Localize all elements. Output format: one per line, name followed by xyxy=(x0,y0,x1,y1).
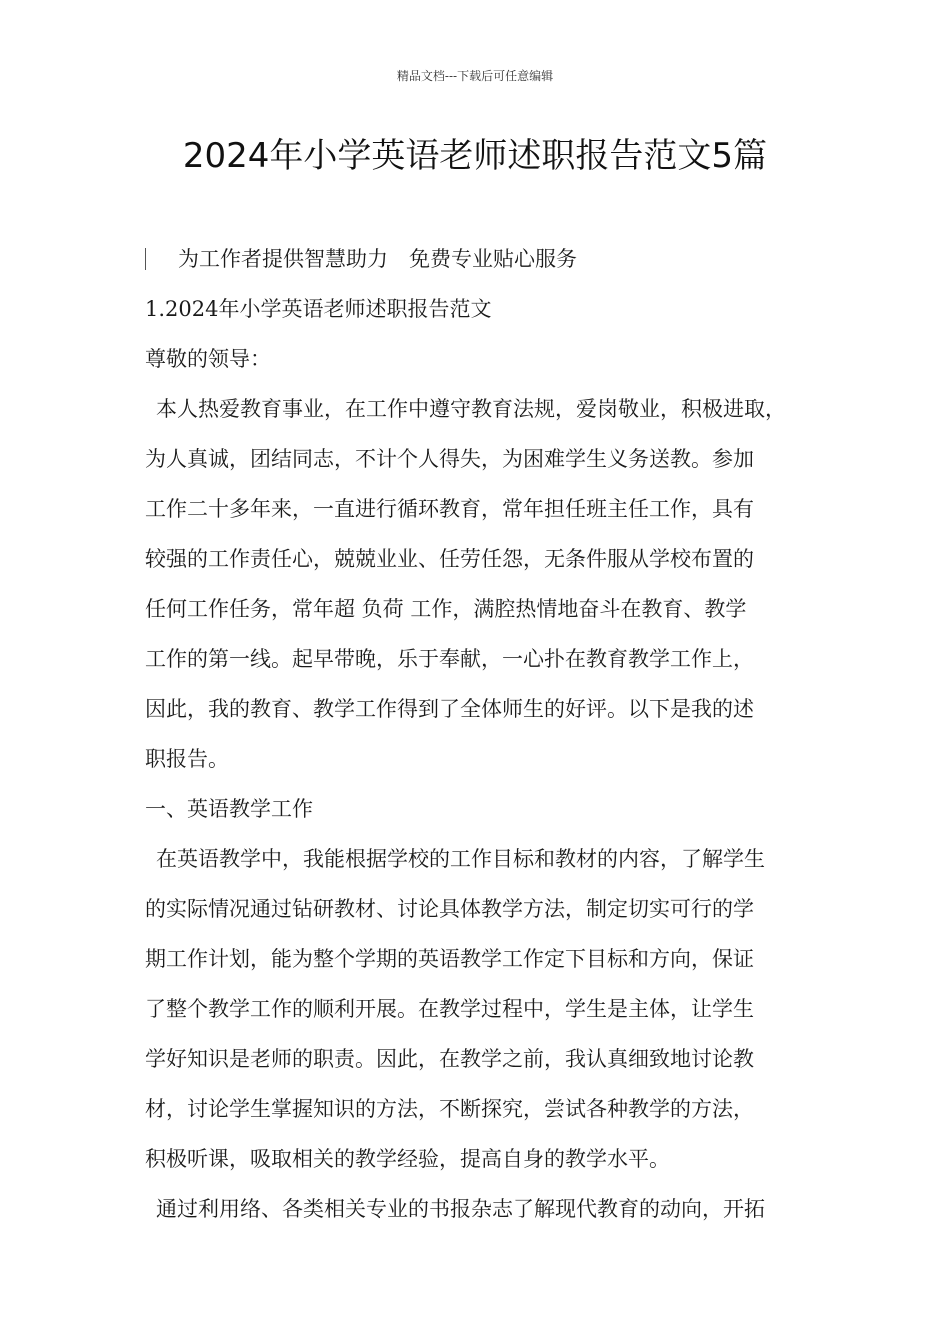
paragraph-line: 因此，我的教育、教学工作得到了全体师生的好评。以下是我的述 xyxy=(145,697,754,721)
paragraph-teaching xyxy=(145,834,815,1184)
paragraph-line: 了整个教学工作的顺利开展。在教学过程中，学生是主体，让学生 xyxy=(145,997,754,1021)
paragraph-intro xyxy=(145,384,815,784)
paragraph-line: 工作二十多年来，一直进行循环教育，常年担任班主任工作，具有 xyxy=(145,497,754,521)
paragraph-line: 为人真诚，团结同志，不计个人得失，为困难学生义务送教。参加 xyxy=(145,447,754,471)
section-subtitle: 1.2024年小学英语老师述职报告范文 xyxy=(145,297,492,321)
document-body xyxy=(145,234,815,1234)
paragraph-line: 积极听课，吸取相关的教学经验，提高自身的教学水平。 xyxy=(145,1147,670,1171)
document-title: 2024年小学英语老师述职报告范文5篇 xyxy=(182,136,768,176)
paragraph-line: 在英语教学中，我能根据学校的工作目标和教材的内容，了解学生 xyxy=(156,847,765,871)
paragraph-line: 期工作计划，能为整个学期的英语教学工作定下目标和方向，保证 xyxy=(145,947,754,971)
divider-bar xyxy=(145,248,146,270)
paragraph-line: 任何工作任务，常年超 负荷 工作，满腔热情地奋斗在教育、教学 xyxy=(145,597,747,621)
paragraph-line: 的实际情况通过钻研教材、讨论具体教学方法，制定切实可行的学 xyxy=(145,897,754,921)
tagline-text: 为工作者提供智慧助力 免费专业贴心服务 xyxy=(178,247,577,271)
paragraph-line: 本人热爱教育事业，在工作中遵守教育法规，爱岗敬业，积极进取， xyxy=(156,397,786,421)
paragraph-line: 学好知识是老师的职责。因此，在教学之前，我认真细致地讨论教 xyxy=(145,1047,754,1071)
greeting: 尊敬的领导： xyxy=(145,347,271,371)
page-header: 精品文档---下载后可任意编辑 xyxy=(396,69,554,83)
paragraph-line: 材，讨论学生掌握知识的方法，不断探究，尝试各种教学的方法， xyxy=(145,1097,754,1121)
section-heading: 一、英语教学工作 xyxy=(145,797,313,821)
paragraph-research xyxy=(145,1184,815,1234)
paragraph-line: 较强的工作责任心，兢兢业业、任劳任怨，无条件服从学校布置的 xyxy=(145,547,754,571)
tagline xyxy=(145,234,815,284)
paragraph-line: 通过利用络、各类相关专业的书报杂志了解现代教育的动向，开拓 xyxy=(156,1197,765,1221)
paragraph-line: 职报告。 xyxy=(145,747,229,771)
paragraph-line: 工作的第一线。起早带晚，乐于奉献，一心扑在教育教学工作上， xyxy=(145,647,754,671)
